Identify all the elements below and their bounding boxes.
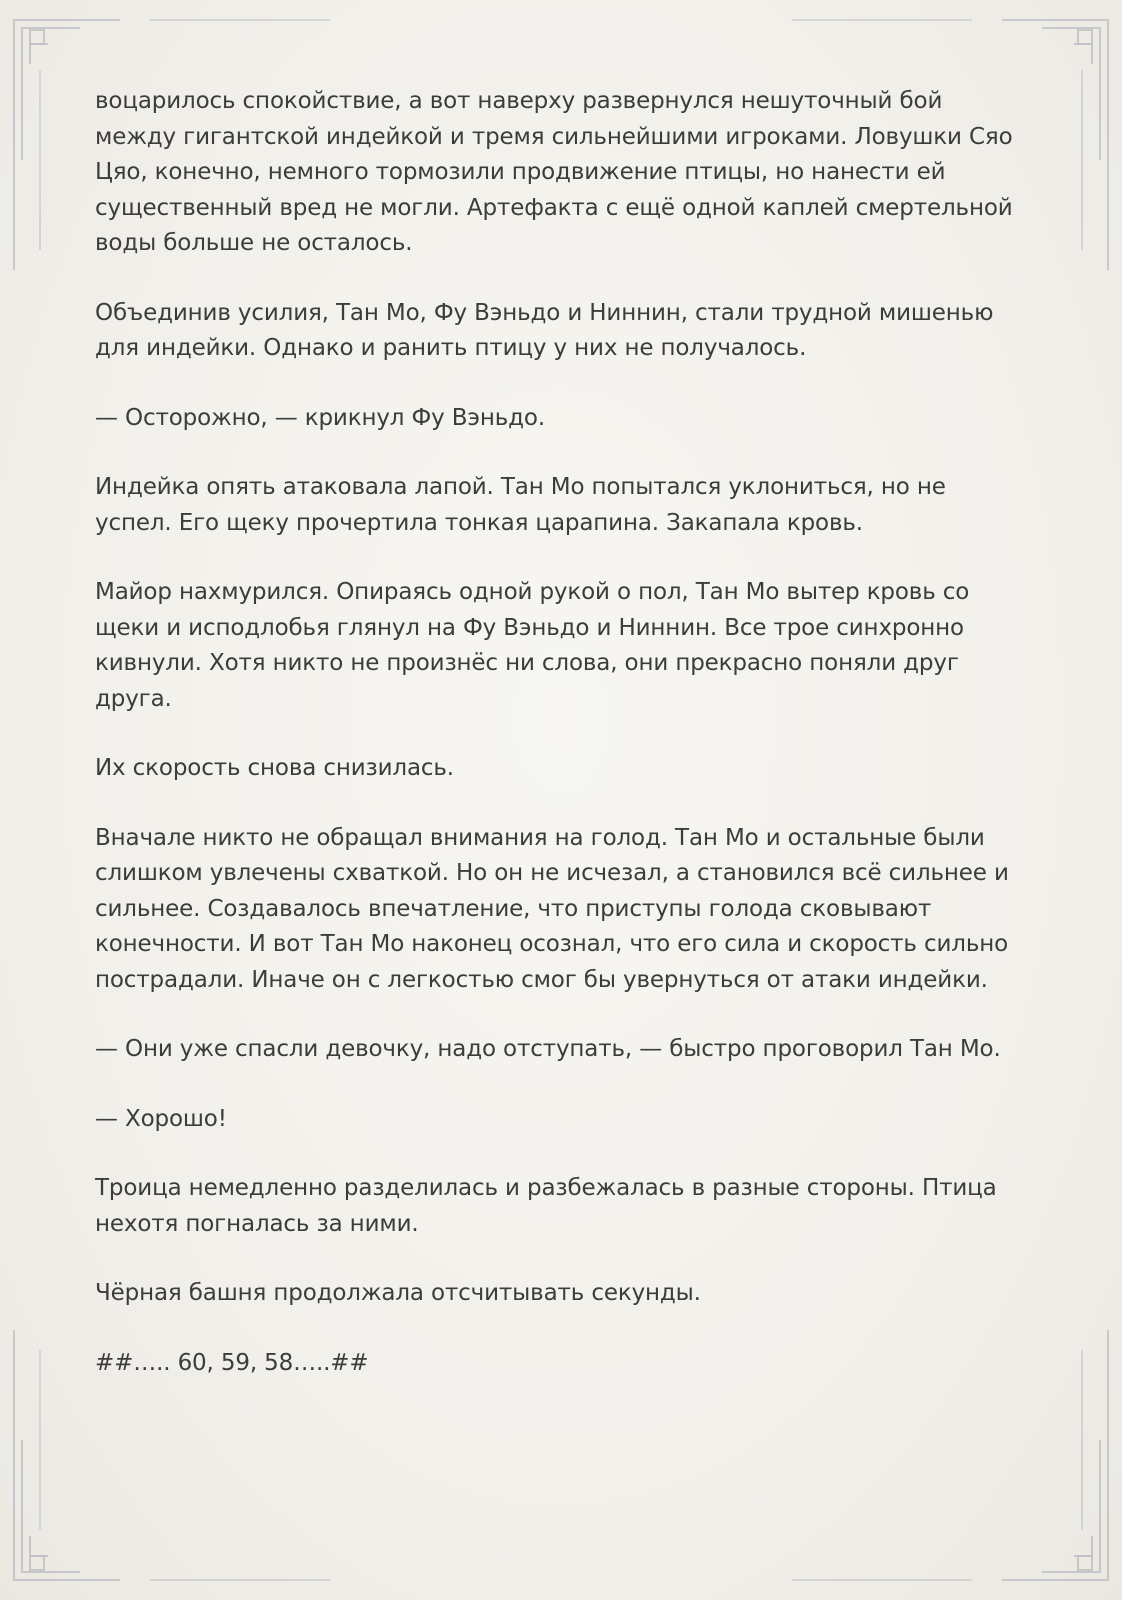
paragraph: Чёрная башня продолжала отсчитывать секунды. [95,1280,701,1306]
paragraph: Объединив усилия, Тан Мо, Фу Вэньдо и Ниннин, стали трудной мишенью для индейки. Однако и ранить птицу у них не получалось. [95,299,994,361]
dialogue-line: — Они уже спасли девочку, надо отступать, — быстро проговорил Тан Мо. [95,1036,1001,1062]
paragraph: Их скорость снова снизилась. [95,755,454,781]
dialogue-line: — Осторожно, — крикнул Фу Вэньдо. [95,404,546,431]
document-body [95,84,1025,1415]
paragraph: Вначале никто не обращал внимания на голод. Тан Мо и остальные были слишком увлечены схваткой. Но он не исчезал, а становился всё сильнее и сильнее. Создавалось впечатление, что приступы голода сковывают конечности. И вот Тан Мо наконец осознал, что его сила и скорость сильно пострадали. Иначе он с легкостью смог бы увернуться от атаки индейки. [95,824,1009,993]
countdown-line: ##….. 60, 59, 58…..## [95,1349,369,1376]
paragraph: Троица немедленно разделилась и разбежалась в разные стороны. Птица нехотя погналась за ними. [95,1175,997,1237]
paragraph: Майор нахмурился. Опираясь одной рукой о пол, Тан Мо вытер кровь со щеки и исподлобья глянул на Фу Вэньдо и Ниннин. Все трое синхронно кивнули. Хотя никто не произнёс ни слова, они прекрасно поняли друг друга. [95,579,970,712]
paragraph: воцарилось спокойствие, а вот наверху развернулся нешуточный бой между гигантской индейкой и тремя сильнейшими игроками. Ловушки Сяо Цяо, конечно, немного тормозили продвижение птицы, но нанести ей существенный вред не могли. Артефакта с ещё одной каплей смертельной воды больше не осталось. [95,88,1013,256]
paragraph: Индейка опять атаковала лапой. Тан Мо попытался уклониться, но не успел. Его щеку прочертила тонкая царапина. Закапала кровь. [95,474,946,536]
dialogue-line: — Хорошо! [95,1105,227,1132]
